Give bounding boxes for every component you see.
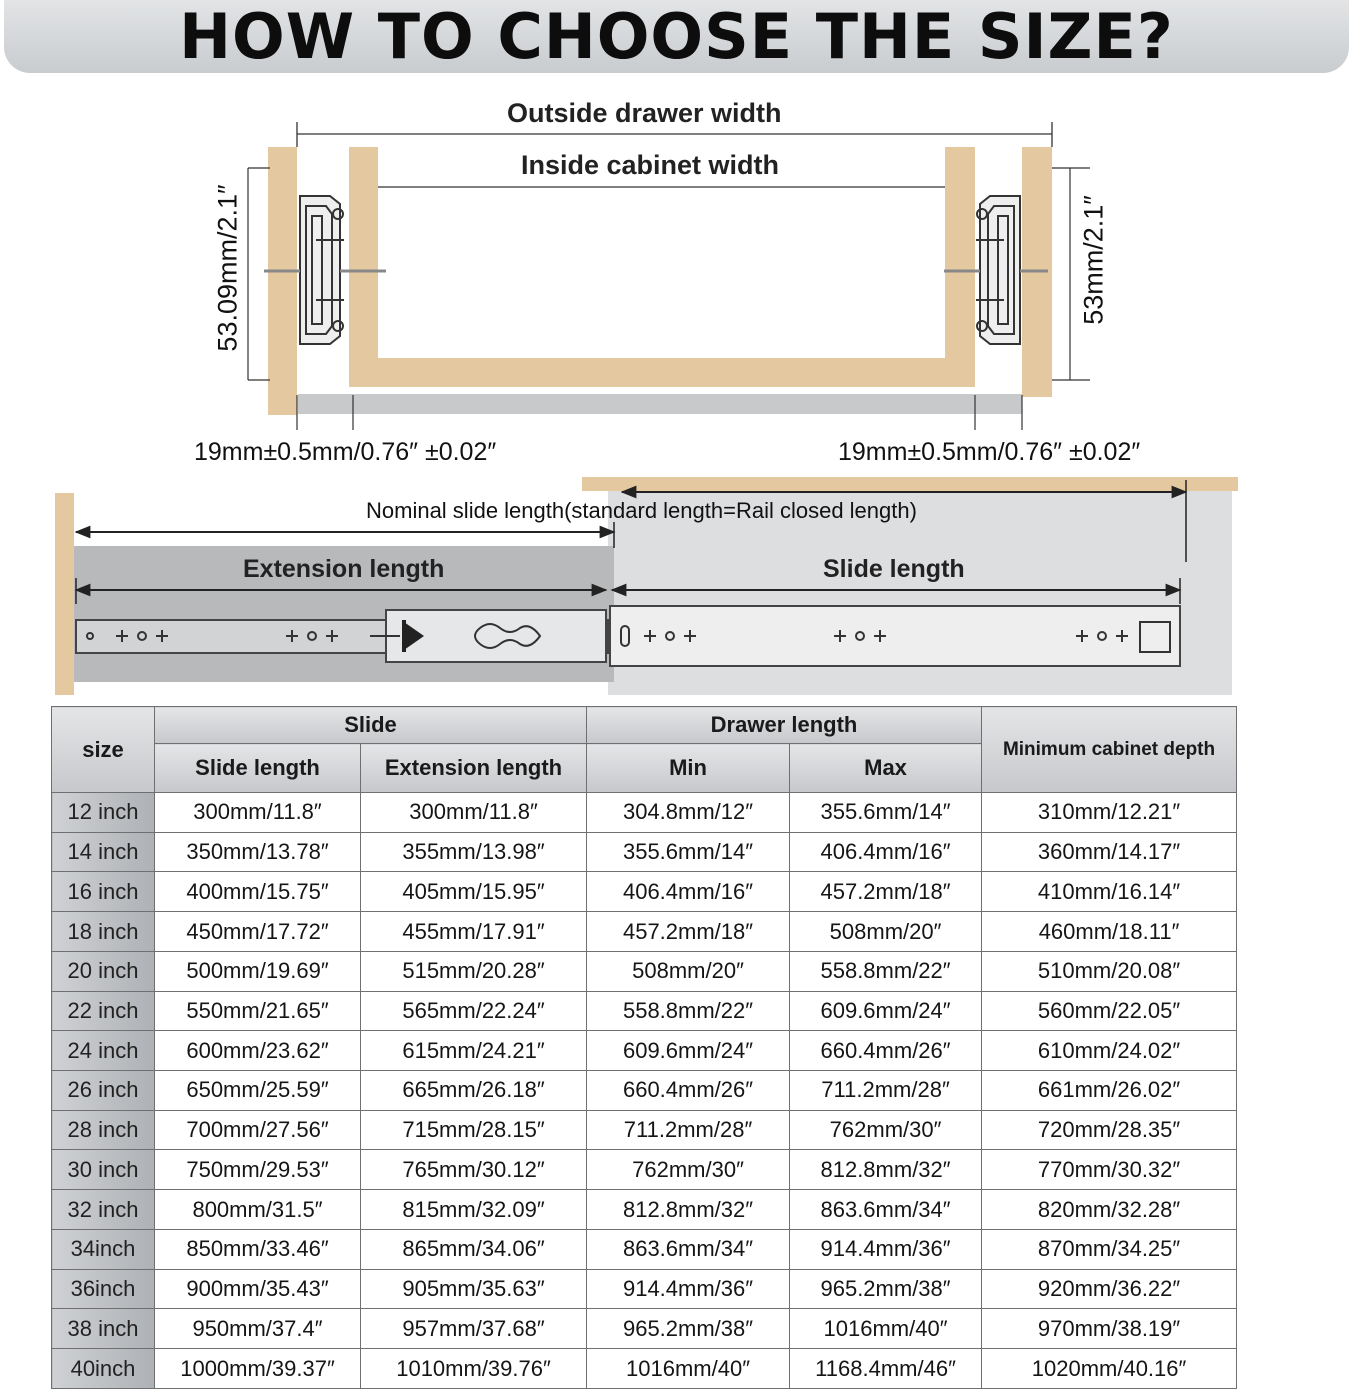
table-row — [52, 793, 1237, 833]
table-row — [52, 1349, 1237, 1389]
table-row — [52, 1110, 1237, 1150]
inside-cabinet-width-label: Inside cabinet width — [521, 150, 780, 180]
extension-length-cell: 715mm/28.15″ — [361, 1110, 587, 1150]
cabinet-depth-cell: 870mm/34.25″ — [982, 1229, 1237, 1269]
cabinet-depth-cell: 610mm/24.02″ — [982, 1031, 1237, 1071]
drawer-max-cell: 863.6mm/34″ — [790, 1190, 982, 1230]
slide-length-cell: 800mm/31.5″ — [155, 1190, 361, 1230]
drawer-min-cell: 762mm/30″ — [587, 1150, 790, 1190]
table-row — [52, 912, 1237, 952]
right-thickness-label: 19mm±0.5mm/0.76″ ±0.02″ — [838, 438, 1141, 466]
extension-length-cell: 957mm/37.68″ — [361, 1309, 587, 1349]
cabinet-depth-cell: 770mm/30.32″ — [982, 1150, 1237, 1190]
header-drawer-length-group: Drawer length — [587, 707, 982, 744]
slide-length-cell: 500mm/19.69″ — [155, 951, 361, 991]
drawer-min-cell: 863.6mm/34″ — [587, 1229, 790, 1269]
drawer-min-cell: 812.8mm/32″ — [587, 1190, 790, 1230]
slide-length-cell: 700mm/27.56″ — [155, 1110, 361, 1150]
drawer-min-cell: 355.6mm/14″ — [587, 832, 790, 872]
right-height-label: 53mm/2.1″ — [1078, 195, 1109, 325]
drawer-max-cell: 609.6mm/24″ — [790, 991, 982, 1031]
drawer-bottom — [349, 358, 975, 387]
slide-length-cell: 650mm/25.59″ — [155, 1071, 361, 1111]
slide-length-label: Slide length — [823, 555, 965, 583]
drawer-max-cell: 406.4mm/16″ — [790, 832, 982, 872]
drawer-min-cell: 1016mm/40″ — [587, 1349, 790, 1389]
cabinet-depth-cell: 510mm/20.08″ — [982, 951, 1237, 991]
cabinet-top-board — [582, 477, 1238, 491]
size-cell: 30 inch — [52, 1150, 155, 1190]
drawer-max-cell: 812.8mm/32″ — [790, 1150, 982, 1190]
header-min: Min — [587, 744, 790, 793]
left-height-label: 53.09mm/2.1″ — [212, 184, 243, 352]
drawer-front-panel — [55, 493, 74, 695]
size-cell: 18 inch — [52, 912, 155, 952]
drawer-max-cell: 762mm/30″ — [790, 1110, 982, 1150]
slide-length-cell: 750mm/29.53″ — [155, 1150, 361, 1190]
table-row — [52, 951, 1237, 991]
size-cell: 36inch — [52, 1269, 155, 1309]
nominal-slide-length-label: Nominal slide length(standard length=Rail closed length) — [366, 498, 917, 523]
drawer-max-cell: 1168.4mm/46″ — [790, 1349, 982, 1389]
extension-length-cell: 815mm/32.09″ — [361, 1190, 587, 1230]
size-cell: 34inch — [52, 1229, 155, 1269]
header-slide-group: Slide — [155, 707, 587, 744]
slide-length-cell: 600mm/23.62″ — [155, 1031, 361, 1071]
cabinet-depth-cell: 360mm/14.17″ — [982, 832, 1237, 872]
table-row — [52, 872, 1237, 912]
left-thickness-label: 19mm±0.5mm/0.76″ ±0.02″ — [194, 438, 497, 466]
drawer-min-cell: 660.4mm/26″ — [587, 1071, 790, 1111]
right-rail-profile — [976, 196, 1020, 344]
header-size: size — [52, 707, 155, 793]
table-row — [52, 1309, 1237, 1349]
slide-length-cell: 1000mm/39.37″ — [155, 1349, 361, 1389]
left-rail-profile — [300, 196, 344, 344]
drawer-max-cell: 965.2mm/38″ — [790, 1269, 982, 1309]
drawer-min-cell: 558.8mm/22″ — [587, 991, 790, 1031]
size-cell: 38 inch — [52, 1309, 155, 1349]
cabinet-depth-cell: 1020mm/40.16″ — [982, 1349, 1237, 1389]
drawer-max-cell: 711.2mm/28″ — [790, 1071, 982, 1111]
size-cell: 40inch — [52, 1349, 155, 1389]
header-min-cabinet-depth: Minimum cabinet depth — [982, 707, 1237, 793]
table-row — [52, 1229, 1237, 1269]
drawer-max-cell: 660.4mm/26″ — [790, 1031, 982, 1071]
extension-length-cell: 455mm/17.91″ — [361, 912, 587, 952]
drawer-right-wall — [945, 147, 975, 387]
cabinet-depth-cell: 820mm/32.28″ — [982, 1190, 1237, 1230]
drawer-min-cell: 457.2mm/18″ — [587, 912, 790, 952]
header-extension-length: Extension length — [361, 744, 587, 793]
size-cell: 22 inch — [52, 991, 155, 1031]
size-cell: 28 inch — [52, 1110, 155, 1150]
table-row — [52, 1071, 1237, 1111]
extension-length-cell: 300mm/11.8″ — [361, 793, 587, 833]
size-cell: 24 inch — [52, 1031, 155, 1071]
extension-length-cell: 565mm/22.24″ — [361, 991, 587, 1031]
cabinet-depth-cell: 460mm/18.11″ — [982, 912, 1237, 952]
cabinet-depth-cell: 310mm/12.21″ — [982, 793, 1237, 833]
size-cell: 12 inch — [52, 793, 155, 833]
drawer-left-wall — [349, 147, 378, 387]
cabinet-depth-cell: 720mm/28.35″ — [982, 1110, 1237, 1150]
drawer-max-cell: 457.2mm/18″ — [790, 872, 982, 912]
drawer-min-cell: 914.4mm/36″ — [587, 1269, 790, 1309]
cabinet-depth-cell: 661mm/26.02″ — [982, 1071, 1237, 1111]
extension-length-cell: 905mm/35.63″ — [361, 1269, 587, 1309]
cabinet-depth-cell: 920mm/36.22″ — [982, 1269, 1237, 1309]
extension-length-cell: 405mm/15.95″ — [361, 872, 587, 912]
size-table — [51, 706, 1237, 1389]
table-row — [52, 991, 1237, 1031]
extension-length-cell: 615mm/24.21″ — [361, 1031, 587, 1071]
slide-length-cell: 300mm/11.8″ — [155, 793, 361, 833]
cabinet-left-panel — [268, 147, 297, 415]
drawer-min-cell: 304.8mm/12″ — [587, 793, 790, 833]
table-row — [52, 832, 1237, 872]
size-cell: 32 inch — [52, 1190, 155, 1230]
page-title: HOW TO CHOOSE THE SIZE? — [179, 0, 1174, 73]
outside-drawer-width-label: Outside drawer width — [507, 98, 782, 128]
extension-length-cell: 765mm/30.12″ — [361, 1150, 587, 1190]
drawer-min-cell: 406.4mm/16″ — [587, 872, 790, 912]
drawer-max-cell: 914.4mm/36″ — [790, 1229, 982, 1269]
slide-length-cell: 900mm/35.43″ — [155, 1269, 361, 1309]
drawer-min-cell: 508mm/20″ — [587, 951, 790, 991]
table-row — [52, 1031, 1237, 1071]
header-max: Max — [790, 744, 982, 793]
size-cell: 20 inch — [52, 951, 155, 991]
cabinet-bottom — [298, 394, 1022, 414]
cabinet-depth-cell: 970mm/38.19″ — [982, 1309, 1237, 1349]
size-cell: 14 inch — [52, 832, 155, 872]
size-cell: 16 inch — [52, 872, 155, 912]
cabinet-depth-cell: 410mm/16.14″ — [982, 872, 1237, 912]
drawer-min-cell: 711.2mm/28″ — [587, 1110, 790, 1150]
table-row — [52, 1269, 1237, 1309]
size-cell: 26 inch — [52, 1071, 155, 1111]
slide-length-cell: 450mm/17.72″ — [155, 912, 361, 952]
table-row — [52, 1190, 1237, 1230]
extension-length-cell: 355mm/13.98″ — [361, 832, 587, 872]
drawer-max-cell: 1016mm/40″ — [790, 1309, 982, 1349]
extension-length-cell: 515mm/20.28″ — [361, 951, 587, 991]
drawer-max-cell: 508mm/20″ — [790, 912, 982, 952]
drawer-max-cell: 355.6mm/14″ — [790, 793, 982, 833]
extension-length-label: Extension length — [243, 555, 445, 583]
table-row — [52, 1150, 1237, 1190]
slide-length-cell: 850mm/33.46″ — [155, 1229, 361, 1269]
drawer-min-cell: 609.6mm/24″ — [587, 1031, 790, 1071]
drawer-max-cell: 558.8mm/22″ — [790, 951, 982, 991]
slide-length-cell: 400mm/15.75″ — [155, 872, 361, 912]
extension-length-cell: 665mm/26.18″ — [361, 1071, 587, 1111]
cabinet-depth-cell: 560mm/22.05″ — [982, 991, 1237, 1031]
slide-length-cell: 550mm/21.65″ — [155, 991, 361, 1031]
drawer-min-cell: 965.2mm/38″ — [587, 1309, 790, 1349]
extension-length-cell: 1010mm/39.76″ — [361, 1349, 587, 1389]
header-slide-length: Slide length — [155, 744, 361, 793]
slide-length-cell: 350mm/13.78″ — [155, 832, 361, 872]
slide-length-cell: 950mm/37.4″ — [155, 1309, 361, 1349]
extension-length-cell: 865mm/34.06″ — [361, 1229, 587, 1269]
